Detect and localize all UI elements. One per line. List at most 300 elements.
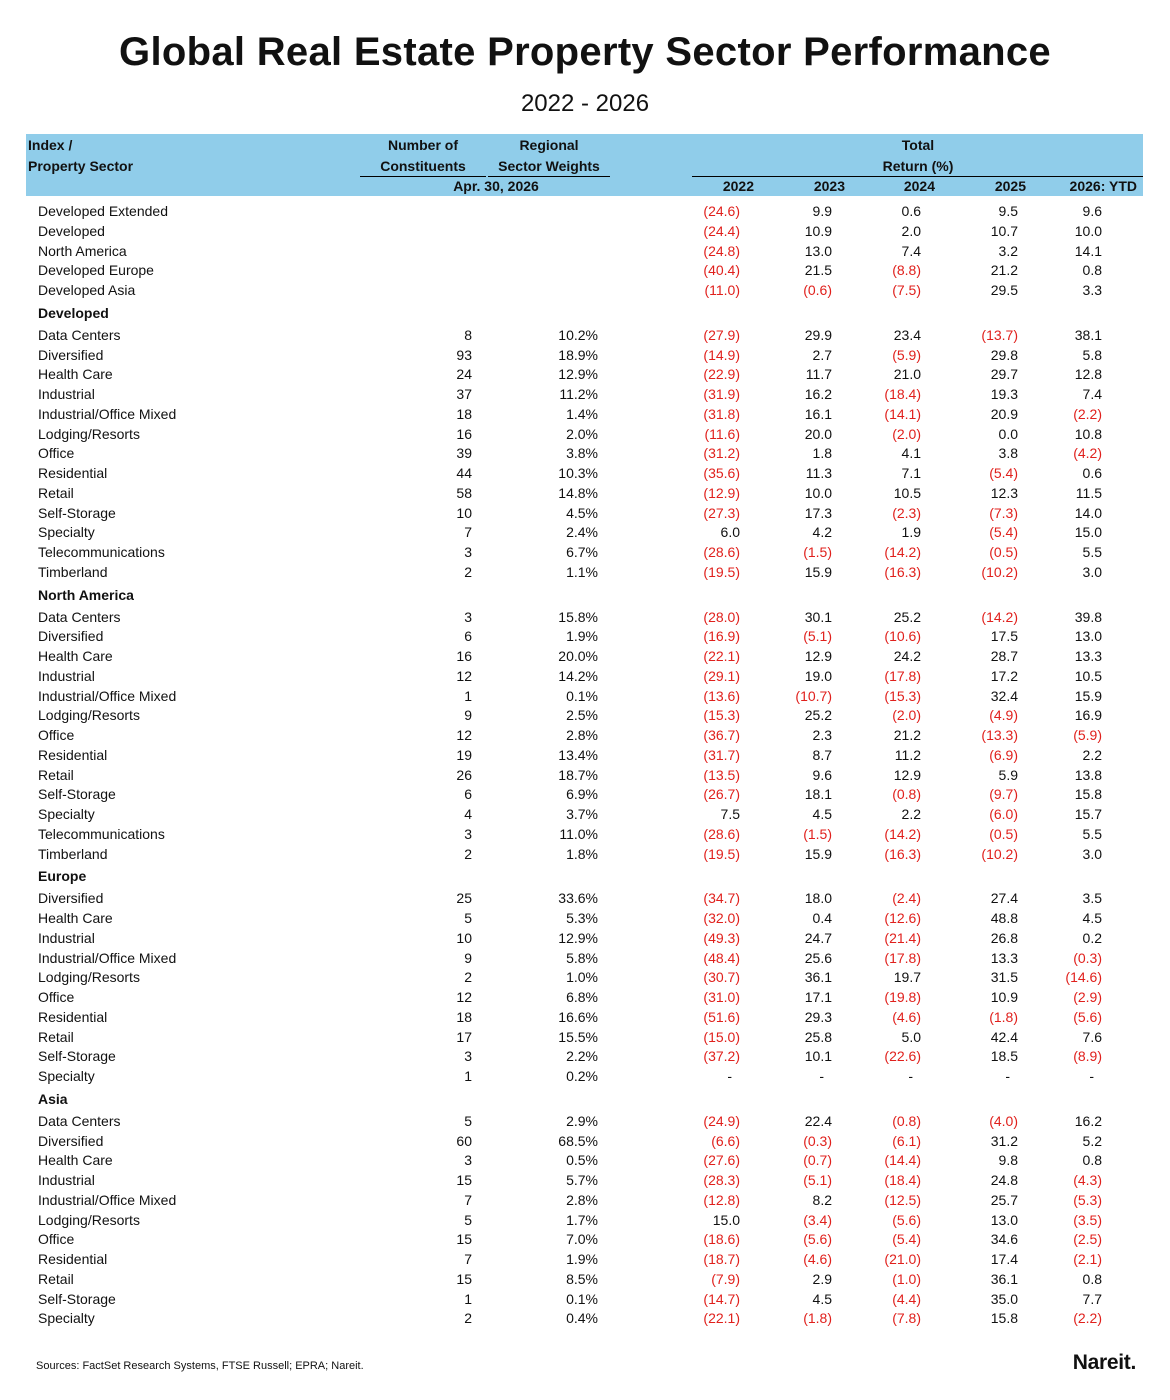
return-cell: (24.6) — [703, 203, 740, 219]
return-cell: 10.5 — [893, 484, 921, 501]
weight-cell: 8.5% — [566, 1270, 598, 1287]
return-cell: (11.6) — [704, 425, 740, 442]
return-cell: (1.8) — [989, 1008, 1018, 1025]
row-label: Developed — [38, 222, 105, 239]
row-label: Health Care — [38, 366, 113, 383]
row-label: Data Centers — [38, 326, 121, 343]
return-cell: 13.0 — [990, 1211, 1018, 1228]
return-cell: (11.0) — [704, 282, 740, 298]
return-cell: (14.2) — [884, 825, 921, 842]
weight-cell: 5.7% — [566, 1172, 598, 1188]
weight-cell: 15.5% — [558, 1028, 598, 1045]
return-cell: 5.8 — [1082, 346, 1102, 363]
constituents-cell: 15 — [456, 1172, 472, 1188]
return-cell: 21.2 — [893, 727, 921, 743]
constituents-cell: 7 — [464, 524, 472, 541]
table-row — [0, 443, 1170, 463]
return-cell: 23.4 — [893, 326, 921, 343]
header-years-rule — [692, 176, 1143, 177]
return-cell: (5.4) — [892, 1231, 921, 1248]
return-cell: (19.8) — [884, 989, 921, 1005]
constituents-cell: 2 — [464, 969, 472, 986]
return-cell: 18.1 — [804, 786, 832, 803]
section-title: Europe — [38, 868, 87, 885]
constituents-cell: 44 — [456, 465, 472, 481]
return-cell: (2.2) — [1073, 405, 1102, 422]
return-cell: 4.1 — [901, 445, 921, 462]
return-cell: (26.7) — [703, 786, 740, 803]
return-cell: (15.3) — [884, 687, 921, 704]
return-cell: (37.2) — [703, 1048, 740, 1065]
constituents-cell: 1 — [464, 1068, 472, 1084]
table-row — [0, 784, 1170, 804]
return-cell: (1.5) — [803, 825, 832, 842]
weight-cell: 3.7% — [566, 806, 598, 822]
weight-cell: 1.1% — [566, 563, 598, 580]
return-cell: 48.8 — [990, 910, 1018, 926]
return-cell: (5.4) — [989, 465, 1018, 481]
weight-cell: 11.2% — [559, 386, 598, 402]
constituents-cell: 3 — [464, 544, 472, 560]
table-row — [0, 765, 1170, 785]
return-cell: 19.0 — [804, 667, 832, 684]
return-cell: 2.0 — [901, 222, 921, 239]
table-row — [0, 824, 1170, 844]
return-cell: (0.7) — [803, 1152, 832, 1169]
weight-cell: 1.4% — [566, 405, 598, 422]
return-cell: (27.9) — [703, 326, 740, 343]
row-label: Residential — [38, 1251, 108, 1267]
return-cell: (36.7) — [703, 727, 740, 743]
constituents-cell: 10 — [456, 929, 472, 946]
row-label: Lodging/Resorts — [38, 707, 140, 724]
row-label: Office — [38, 989, 75, 1005]
table-row — [0, 1289, 1170, 1309]
return-cell: 5.5 — [1082, 544, 1102, 560]
return-cell: (14.4) — [884, 1152, 921, 1169]
weight-cell: 5.8% — [566, 949, 598, 966]
return-cell: 16.1 — [804, 405, 832, 422]
sources-note: Sources: FactSet Research Systems, FTSE Russell; EPRA; Nareit. — [36, 1360, 364, 1372]
constituents-cell: 6 — [464, 628, 472, 645]
return-cell: (16.3) — [884, 563, 921, 580]
return-cell: 10.0 — [1074, 222, 1102, 239]
header-date: Apr. 30, 2026 — [453, 178, 539, 194]
return-cell: (4.2) — [1073, 445, 1102, 462]
return-cell: (5.3) — [1073, 1191, 1102, 1208]
return-cell: (22.9) — [703, 366, 740, 383]
header-weights-line2: Sector Weights — [498, 158, 600, 174]
row-label: Industrial — [38, 929, 95, 946]
nareit-logo: Nareit. — [1072, 1351, 1136, 1374]
table-row — [0, 345, 1170, 365]
return-cell: 29.5 — [990, 282, 1018, 298]
table-row — [0, 1229, 1170, 1249]
return-cell: (6.0) — [989, 806, 1018, 822]
return-cell: 9.8 — [998, 1152, 1018, 1169]
return-cell: (2.2) — [1073, 1310, 1102, 1327]
row-label: Timberland — [38, 563, 108, 580]
return-cell: 10.9 — [990, 989, 1018, 1005]
weight-cell: 2.9% — [566, 1112, 598, 1129]
row-label: Industrial — [38, 1172, 95, 1188]
return-cell: 13.0 — [1074, 628, 1102, 645]
return-cell: (16.9) — [703, 628, 740, 645]
table-row — [0, 542, 1170, 562]
weight-cell: 33.6% — [558, 890, 598, 907]
weight-cell: 10.2% — [558, 326, 598, 343]
return-cell: 0.0 — [998, 425, 1018, 442]
constituents-cell: 25 — [456, 890, 472, 907]
weight-cell: 2.8% — [566, 727, 598, 743]
return-cell: 3.3 — [1082, 282, 1102, 298]
return-cell: (14.2) — [884, 544, 921, 560]
return-cell: 6.0 — [720, 524, 740, 541]
return-cell: - — [727, 1068, 732, 1084]
row-label: Retail — [38, 1270, 74, 1287]
table-row — [0, 463, 1170, 483]
row-label: Developed Asia — [38, 282, 136, 298]
return-cell: 14.1 — [1074, 242, 1102, 259]
return-cell: 3.2 — [998, 242, 1018, 259]
weight-cell: 16.6% — [558, 1008, 598, 1025]
return-cell: (27.3) — [703, 504, 740, 521]
return-cell: 18.0 — [804, 890, 832, 907]
constituents-cell: 15 — [456, 1231, 472, 1248]
return-cell: (31.8) — [703, 405, 740, 422]
return-cell: 10.1 — [804, 1048, 832, 1065]
return-cell: 29.8 — [990, 346, 1018, 363]
return-cell: (28.6) — [703, 825, 740, 842]
row-label: North America — [38, 242, 127, 259]
weight-cell: 0.1% — [566, 687, 598, 704]
table-row — [0, 705, 1170, 725]
return-cell: (4.4) — [892, 1290, 921, 1307]
return-cell: (10.2) — [981, 563, 1018, 580]
table-row — [0, 725, 1170, 745]
row-label: Industrial/Office Mixed — [38, 949, 177, 966]
return-cell: (6.9) — [989, 746, 1018, 763]
section-title: Developed — [38, 304, 109, 321]
return-cell: (5.6) — [892, 1211, 921, 1228]
weight-cell: 0.2% — [566, 1068, 598, 1084]
return-cell: 13.3 — [990, 949, 1018, 966]
return-cell: 5.5 — [1082, 825, 1102, 842]
return-cell: 0.8 — [1082, 262, 1102, 279]
return-cell: 3.5 — [1082, 890, 1102, 907]
return-cell: (5.4) — [989, 524, 1018, 541]
return-cell: (13.7) — [981, 326, 1018, 343]
return-cell: (13.6) — [703, 687, 740, 704]
table-row — [0, 1150, 1170, 1170]
return-cell: (2.1) — [1073, 1251, 1102, 1267]
return-cell: 36.1 — [804, 969, 832, 986]
return-cell: 15.7 — [1074, 806, 1102, 822]
constituents-cell: 10 — [456, 504, 472, 521]
constituents-cell: 5 — [464, 910, 472, 926]
return-cell: (0.3) — [1073, 949, 1102, 966]
return-cell: 17.4 — [990, 1251, 1018, 1267]
header-weights-line1: Regional — [519, 137, 579, 153]
constituents-cell: 9 — [464, 949, 472, 966]
return-cell: 15.8 — [990, 1310, 1018, 1327]
section-title: North America — [38, 586, 134, 603]
return-cell: (15.0) — [703, 1028, 740, 1045]
return-cell: (7.8) — [892, 1310, 921, 1327]
return-cell: 12.3 — [990, 484, 1018, 501]
return-cell: 17.3 — [804, 504, 832, 521]
return-cell: (17.8) — [884, 949, 921, 966]
row-label: Lodging/Resorts — [38, 969, 140, 986]
return-cell: (12.9) — [703, 484, 740, 501]
table-row — [0, 607, 1170, 627]
table-row — [0, 364, 1170, 384]
return-cell: 26.8 — [990, 929, 1018, 946]
return-cell: 7.4 — [1082, 386, 1102, 402]
return-cell: 28.7 — [990, 648, 1018, 664]
return-cell: (0.3) — [803, 1132, 832, 1149]
return-cell: 2.2 — [901, 806, 921, 822]
constituents-cell: 26 — [456, 766, 472, 783]
return-cell: 5.9 — [998, 766, 1018, 783]
return-cell: (2.3) — [892, 504, 921, 521]
return-cell: 17.5 — [990, 628, 1018, 645]
return-cell: (24.8) — [703, 242, 740, 259]
return-cell: 19.3 — [990, 386, 1018, 402]
table-row — [0, 241, 1170, 261]
row-label: Office — [38, 1231, 75, 1248]
constituents-cell: 24 — [456, 366, 472, 383]
row-label: Specialty — [38, 806, 95, 822]
return-cell: (16.3) — [884, 845, 921, 862]
row-label: Self-Storage — [38, 786, 116, 803]
return-cell: (2.0) — [892, 425, 921, 442]
return-cell: 9.6 — [1082, 203, 1102, 219]
return-cell: (24.9) — [703, 1112, 740, 1129]
return-cell: (29.1) — [703, 667, 740, 684]
constituents-cell: 93 — [456, 346, 472, 363]
return-cell: 4.5 — [812, 806, 832, 822]
row-label: Office — [38, 445, 75, 462]
row-label: Health Care — [38, 648, 113, 664]
return-cell: 21.0 — [893, 366, 921, 383]
return-cell: (18.6) — [703, 1231, 740, 1248]
return-cell: (31.7) — [703, 746, 740, 763]
return-cell: 14.0 — [1074, 504, 1102, 521]
weight-cell: 0.4% — [566, 1310, 598, 1327]
return-cell: 16.2 — [1074, 1112, 1102, 1129]
return-cell: (24.4) — [703, 222, 740, 239]
page-title: Global Real Estate Property Sector Performance — [119, 30, 1051, 74]
return-cell: (22.6) — [884, 1048, 921, 1065]
return-cell: 10.9 — [804, 222, 832, 239]
return-cell: 3.0 — [1082, 563, 1102, 580]
return-cell: - — [1089, 1068, 1094, 1084]
constituents-cell: 17 — [456, 1028, 472, 1045]
constituents-cell: 12 — [456, 727, 472, 743]
weight-cell: 68.5% — [558, 1132, 598, 1149]
weight-cell: 3.8% — [566, 445, 598, 462]
return-cell: (18.4) — [884, 1172, 921, 1188]
weight-cell: 0.1% — [566, 1290, 598, 1307]
row-label: Developed Europe — [38, 262, 154, 279]
return-cell: (7.9) — [711, 1270, 740, 1287]
weight-cell: 6.8% — [566, 989, 598, 1005]
return-cell: (2.4) — [892, 890, 921, 907]
table-row — [0, 280, 1170, 300]
table-row — [0, 1249, 1170, 1269]
weight-cell: 6.9% — [566, 786, 598, 803]
return-cell: 5.2 — [1082, 1132, 1102, 1149]
return-cell: (19.5) — [703, 845, 740, 862]
row-label: Industrial/Office Mixed — [38, 1191, 177, 1208]
return-cell: (6.1) — [892, 1132, 921, 1149]
return-cell: (31.9) — [703, 386, 740, 402]
return-cell: (0.5) — [989, 544, 1018, 560]
return-cell: 9.6 — [812, 766, 832, 783]
return-cell: 11.2 — [894, 746, 921, 763]
return-cell: 0.2 — [1082, 929, 1102, 946]
row-label: Lodging/Resorts — [38, 425, 140, 442]
weight-cell: 4.5% — [566, 504, 598, 521]
return-cell: 0.8 — [1082, 1270, 1102, 1287]
return-cell: 31.2 — [990, 1132, 1018, 1149]
weight-cell: 12.9% — [558, 366, 598, 383]
return-cell: 12.9 — [893, 766, 921, 783]
table-row — [0, 1007, 1170, 1027]
return-cell: (21.0) — [884, 1251, 921, 1267]
return-cell: (51.6) — [703, 1008, 740, 1025]
return-cell: 1.8 — [812, 445, 832, 462]
return-cell: (18.4) — [884, 386, 921, 402]
return-cell: (22.1) — [703, 648, 740, 664]
return-cell: 7.7 — [1082, 1290, 1102, 1307]
table-row — [0, 844, 1170, 864]
return-cell: (35.6) — [703, 465, 740, 481]
return-cell: (0.6) — [803, 282, 832, 298]
return-cell: (7.3) — [989, 504, 1018, 521]
constituents-cell: 39 — [456, 445, 472, 462]
weight-cell: 6.7% — [566, 544, 598, 560]
return-cell: (22.1) — [703, 1310, 740, 1327]
return-cell: 24.8 — [990, 1172, 1018, 1188]
weight-cell: 2.8% — [566, 1191, 598, 1208]
return-cell: 25.6 — [804, 949, 832, 966]
section-title: Asia — [38, 1090, 68, 1107]
return-cell: 13.8 — [1074, 766, 1102, 783]
return-cell: (40.4) — [703, 262, 740, 279]
return-cell: 8.7 — [812, 746, 832, 763]
weight-cell: 1.9% — [566, 628, 598, 645]
table-row — [0, 948, 1170, 968]
return-cell: 3.0 — [1082, 845, 1102, 862]
return-cell: (15.3) — [703, 707, 740, 724]
weight-cell: 10.3% — [558, 465, 598, 481]
return-cell: 38.1 — [1074, 326, 1102, 343]
return-cell: 4.2 — [812, 524, 832, 541]
header-constituents-line2: Constituents — [380, 158, 466, 174]
return-cell: 7.1 — [901, 465, 921, 481]
row-label: Lodging/Resorts — [38, 1211, 140, 1228]
return-cell: 30.1 — [804, 608, 832, 625]
return-cell: 34.6 — [990, 1231, 1018, 1248]
row-label: Telecommunications — [38, 544, 165, 560]
return-cell: (14.1) — [884, 405, 921, 422]
return-cell: (1.5) — [803, 544, 832, 560]
constituents-cell: 8 — [464, 326, 472, 343]
return-cell: (0.5) — [989, 825, 1018, 842]
return-cell: (3.4) — [803, 1211, 832, 1228]
header-year-2026ytd: 2026: YTD — [1069, 178, 1137, 194]
return-cell: 19.7 — [893, 969, 921, 986]
constituents-cell: 1 — [464, 687, 472, 704]
constituents-cell: 58 — [456, 484, 472, 501]
header-constituents-line1: Number of — [388, 137, 458, 153]
return-cell: 11.7 — [805, 366, 832, 383]
return-cell: 2.9 — [812, 1270, 832, 1287]
return-cell: (14.6) — [1065, 969, 1102, 986]
return-cell: 15.9 — [1074, 687, 1102, 704]
constituents-cell: 2 — [464, 845, 472, 862]
return-cell: 18.5 — [990, 1048, 1018, 1065]
section-header — [0, 582, 1170, 607]
table-row — [0, 201, 1170, 221]
constituents-cell: 6 — [464, 786, 472, 803]
return-cell: - — [908, 1068, 913, 1084]
section-header — [0, 1086, 1170, 1111]
return-cell: (14.2) — [981, 608, 1018, 625]
table-header — [26, 134, 1143, 196]
return-cell: (6.6) — [711, 1132, 740, 1149]
weight-cell: 12.9% — [558, 929, 598, 946]
return-cell: 15.9 — [804, 845, 832, 862]
table-row — [0, 987, 1170, 1007]
weight-cell: 11.0% — [559, 825, 598, 842]
table-row — [0, 804, 1170, 824]
row-label: Industrial/Office Mixed — [38, 687, 177, 704]
return-cell: (14.9) — [703, 346, 740, 363]
table-row — [0, 1066, 1170, 1086]
return-cell: 16.2 — [804, 386, 832, 402]
table-row — [0, 260, 1170, 280]
table-row — [0, 384, 1170, 404]
constituents-cell: 3 — [464, 1152, 472, 1169]
return-cell: - — [1005, 1068, 1010, 1084]
constituents-cell: 18 — [456, 405, 472, 422]
return-cell: 8.2 — [812, 1191, 832, 1208]
header-year-2022: 2022 — [722, 178, 754, 194]
return-cell: (5.9) — [1073, 727, 1102, 743]
row-label: Health Care — [38, 910, 113, 926]
return-cell: 16.9 — [1074, 707, 1102, 724]
return-cell: (2.0) — [892, 707, 921, 724]
return-cell: 15.8 — [1074, 786, 1102, 803]
return-cell: 7.4 — [901, 242, 921, 259]
table-row — [0, 686, 1170, 706]
table-row — [0, 483, 1170, 503]
return-cell: 12.9 — [804, 648, 832, 664]
table-row — [0, 745, 1170, 765]
weight-cell: 1.0% — [566, 969, 598, 986]
return-cell: (12.6) — [884, 910, 921, 926]
weight-cell: 2.2% — [566, 1048, 598, 1065]
return-cell: (9.7) — [989, 786, 1018, 803]
return-cell: 25.2 — [804, 707, 832, 724]
row-label: Retail — [38, 484, 74, 501]
return-cell: (21.4) — [884, 929, 921, 946]
table-row — [0, 325, 1170, 345]
row-label: Specialty — [38, 1068, 95, 1084]
